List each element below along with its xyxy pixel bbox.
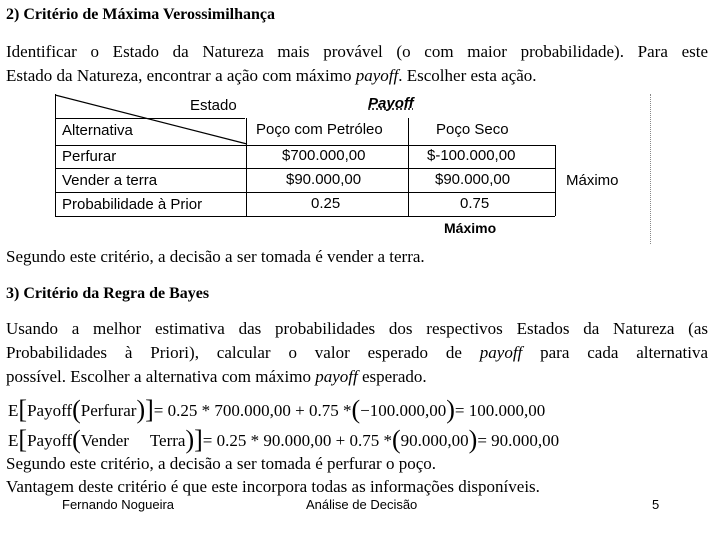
section-heading-3: 3) Critério da Regra de Bayes: [6, 285, 210, 302]
cell-value: $90.000,00: [435, 171, 511, 188]
row-max-label: Máximo: [566, 172, 619, 189]
decision-text-1: Segundo este critério, a decisão a ser tomada é vender a terra.: [6, 247, 425, 266]
cell-value: $90.000,00: [286, 171, 362, 188]
decision-text-2: Segundo este critério, a decisão a ser tomada é perfurar o poço.: [6, 454, 437, 473]
table-divider: [555, 145, 556, 216]
row-label-vender-terra: Vender a terra: [62, 172, 158, 189]
paragraph-line: possível. Escolher a alternativa com máximo payoff esperado.: [6, 367, 427, 386]
table-divider: [55, 216, 555, 217]
footer-page-number: 5: [652, 497, 660, 512]
paragraph-line: Estado da Natureza, encontrar a ação com máximo payoff. Escolher esta ação.: [6, 66, 537, 85]
column-max-label: Máximo: [444, 220, 497, 236]
header-estado: Estado: [190, 97, 237, 114]
table-divider: [55, 192, 555, 193]
table-divider: [408, 118, 409, 216]
footer-author: Fernando Nogueira: [62, 497, 175, 512]
header-poco-petroleo: Poço com Petróleo: [256, 121, 383, 138]
cell-value: $-100.000,00: [427, 147, 516, 164]
table-divider: [55, 94, 56, 216]
paragraph-bayes: [6, 317, 708, 389]
table-divider: [246, 118, 247, 216]
equation-vender-terra: E[Payoff(Vender Terra)]= 0.25 * 90.000,00 + 0.75 *(90.000,00)= 90.000,00: [8, 425, 560, 454]
section-heading-2: 2) Critério de Máxima Verossimilhança: [6, 6, 276, 23]
header-alternativa: Alternativa: [62, 122, 133, 139]
advantage-text: Vantagem deste critério é que este incorpora todas as informações disponíveis.: [6, 477, 540, 496]
header-poco-seco: Poço Seco: [436, 121, 509, 138]
paragraph-line: Identificar o Estado da Natureza mais provável (o com maior probabilidade). Para este: [6, 42, 708, 61]
cell-value: $700.000,00: [282, 147, 366, 164]
table-divider: [650, 94, 651, 244]
cell-value: 0.25: [311, 195, 341, 212]
footer-course: Análise de Decisão: [306, 497, 418, 512]
table-divider: [55, 145, 555, 146]
row-label-probabilidade: Probabilidade à Prior: [62, 196, 203, 213]
equation-perfurar: E[Payoff(Perfurar)]= 0.25 * 700.000,00 + 0.75 *(−100.000,00)= 100.000,00: [8, 395, 546, 424]
header-payoff: Payoff: [368, 95, 414, 112]
cell-value: 0.75: [460, 195, 490, 212]
table-divider: [55, 118, 245, 119]
paragraph-line: Probabilidades à Priori), calcular o valor esperado de payoff para cada alternativa: [6, 343, 708, 362]
paragraph-line: Usando a melhor estimativa das probabilidades dos respectivos Estados da Natureza (as: [6, 319, 708, 338]
table-divider: [55, 168, 555, 169]
row-label-perfurar: Perfurar: [62, 148, 117, 165]
